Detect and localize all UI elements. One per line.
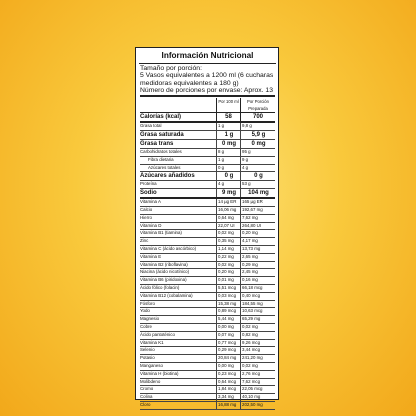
value-per100: 0,00 mg: [216, 363, 240, 370]
micro-row: [140, 238, 275, 246]
value-per100: 0,77 mcg: [216, 340, 240, 347]
value-per-portion: 95 g: [240, 149, 275, 156]
micro-row: [140, 246, 275, 254]
value-per-portion: 184,55 mg: [240, 301, 275, 308]
micro-row: [140, 215, 275, 223]
column-headers: [140, 98, 275, 113]
nutrient-name: Sodio: [140, 190, 157, 197]
value-per100: 0,01 mg: [216, 277, 240, 284]
value-per-portion: 7,62 mcg: [240, 379, 275, 386]
micro-row: [140, 394, 275, 402]
calories-per100: 58: [216, 113, 240, 121]
value-per100: 1,84 mcg: [216, 386, 240, 393]
value-per100: 5,51 mcg: [216, 285, 240, 292]
nutrient-name: Molibdeno: [140, 378, 161, 384]
micro-row: [140, 254, 275, 262]
micro-row: [140, 347, 275, 355]
value-per-portion: 0,29 mg: [240, 262, 275, 269]
panel-title: Información Nutricional: [139, 51, 276, 64]
micro-row: [140, 207, 275, 215]
nutrient-name: Vitamina K1: [140, 339, 164, 345]
nutrient-name: Hierro: [140, 214, 152, 220]
value-per-portion: 9 g: [240, 157, 275, 164]
nutrient-name: Grasa trans: [140, 140, 174, 147]
value-per100: 0,23 mcg: [216, 371, 240, 378]
nutrient-name: Colina: [140, 394, 153, 400]
value-per-portion: 7,62 mg: [240, 215, 275, 222]
col-header-per-portion: Por Porción Preparada: [240, 98, 275, 112]
value-per-portion: 264,80 UI: [240, 223, 275, 230]
value-per100: 1 g: [216, 131, 240, 139]
nutrient-name: Carbohidratos totales: [140, 148, 182, 154]
value-per100: 8 g: [216, 149, 240, 156]
micro-row: [140, 285, 275, 293]
value-per-portion: 5,9 g: [240, 131, 275, 139]
nutrient-name: Niacina (ácido nicotínico): [140, 269, 190, 275]
micro-row: [140, 332, 275, 340]
nutrient-name: Calcio: [140, 206, 153, 212]
micro-row: [140, 262, 275, 270]
value-per-portion: 165 µg ER: [240, 199, 275, 206]
nutrient-name: Vitamina B1 (tiamina): [140, 230, 182, 236]
nutrient-name: Cromo: [140, 386, 154, 392]
micros-table: [140, 199, 275, 410]
nutrient-name: Vitamina B6 (piridoxina): [140, 277, 187, 283]
macro-row: [140, 181, 275, 189]
macro-row: [140, 140, 275, 149]
micro-row: [140, 293, 275, 301]
value-per-portion: 9,8 g: [240, 123, 275, 130]
nutrient-name: Grasa total: [140, 123, 162, 129]
value-per100: 0,02 mg: [216, 262, 240, 269]
value-per100: 0,00 mg: [216, 324, 240, 331]
value-per-portion: 40,10 mg: [240, 394, 275, 401]
macro-row: [140, 172, 275, 181]
micro-row: [140, 230, 275, 238]
micro-row: [140, 371, 275, 379]
nutrient-name: Yodo: [140, 308, 150, 314]
value-per100: 0 g: [216, 165, 240, 172]
value-per-portion: 0 g: [240, 172, 275, 180]
micro-row: [140, 223, 275, 231]
nutrient-name: Azúcares añadidos: [140, 173, 195, 180]
value-per100: 0 g: [216, 172, 240, 180]
macro-row: [140, 149, 275, 157]
micro-row: [140, 363, 275, 371]
nutrient-name: Vitamina C (ácido ascórbico): [140, 245, 197, 251]
value-per-portion: 2,65 mg: [240, 254, 275, 261]
micro-row: [140, 308, 275, 316]
value-per100: 20,84 mg: [216, 355, 240, 362]
macro-row: [140, 189, 275, 199]
micro-row: [140, 355, 275, 363]
nutrient-name: Fósforo: [140, 300, 155, 306]
nutrient-name: Proteína: [140, 181, 157, 187]
nutrient-name: Azúcares totales: [148, 164, 181, 170]
value-per-portion: 2,76 mcg: [240, 371, 275, 378]
value-per-portion: 0,16 mg: [240, 277, 275, 284]
micro-row: [140, 316, 275, 324]
macro-row: [140, 123, 275, 131]
value-per100: 0 mg: [216, 140, 240, 148]
value-per100: 4 g: [216, 181, 240, 188]
macro-row: [140, 157, 275, 165]
nutrient-name: Vitamina E: [140, 253, 162, 259]
value-per100: 9 mg: [216, 189, 240, 197]
nutrient-name: Cloro: [140, 401, 151, 407]
serving-line: medidoras equivalentes a 180 g): [140, 79, 239, 87]
value-per-portion: 4 g: [240, 165, 275, 172]
value-per100: 0,03 mcg: [216, 293, 240, 300]
micro-row: [140, 199, 275, 207]
value-per-portion: 192,67 mg: [240, 207, 275, 214]
value-per-portion: 2,45 mg: [240, 269, 275, 276]
micro-row: [140, 269, 275, 277]
serving-line: Número de porciones por envase: Aprox. 13: [140, 86, 273, 94]
value-per100: 1 g: [216, 123, 240, 130]
micro-row: [140, 324, 275, 332]
micro-row: [140, 340, 275, 348]
value-per100: 5,44 mg: [216, 316, 240, 323]
nutrient-name: Manganeso: [140, 362, 163, 368]
value-per100: 16,06 mg: [216, 207, 240, 214]
nutrient-name: Vitamina A: [140, 199, 161, 205]
value-per-portion: 0,40 mcg: [240, 293, 275, 300]
nutrient-name: Magnesio: [140, 316, 160, 322]
value-per100: 0,02 mg: [216, 230, 240, 237]
value-per-portion: 9,26 mcg: [240, 340, 275, 347]
value-per100: 0,20 mg: [216, 269, 240, 276]
value-per100: 0,07 mg: [216, 332, 240, 339]
value-per-portion: 3,44 mcg: [240, 347, 275, 354]
nutrient-name: Vitamina B2 (riboflavina): [140, 261, 188, 267]
micro-row: [140, 301, 275, 309]
value-per-portion: 10,63 mcg: [240, 308, 275, 315]
value-per100: 0,35 mg: [216, 238, 240, 245]
value-per-portion: 65,29 mg: [240, 316, 275, 323]
serving-line: Tamaño por porción:: [140, 65, 202, 72]
value-per-portion: 104 mg: [240, 189, 275, 197]
value-per-portion: 13,73 mg: [240, 246, 275, 253]
value-per100: 22,07 UI: [216, 223, 240, 230]
nutrient-name: Vitamina H (biotina): [140, 370, 179, 376]
value-per100: 1 g: [216, 157, 240, 164]
value-per100: 0,64 mg: [216, 215, 240, 222]
value-per-portion: 4,17 mg: [240, 238, 275, 245]
micro-row: [140, 379, 275, 387]
value-per100: 16,88 mg: [216, 402, 240, 409]
nutrient-name: Potasio: [140, 355, 155, 361]
value-per-portion: 202,50 mg: [240, 402, 275, 409]
value-per100: 0,22 mg: [216, 254, 240, 261]
nutrient-name: Fibra dietaria: [148, 156, 174, 162]
micro-row: [140, 386, 275, 394]
value-per-portion: 241,20 mg: [240, 355, 275, 362]
calories-per-portion: 700: [240, 113, 275, 121]
value-per100: 0,89 mcg: [216, 308, 240, 315]
value-per-portion: 0,02 mg: [240, 363, 275, 370]
value-per-portion: 0 mg: [240, 140, 275, 148]
micro-row: [140, 277, 275, 285]
col-header-per100: Por 100 ml: [216, 98, 240, 112]
value-per100: 3,34 mg: [216, 394, 240, 401]
value-per-portion: 0,82 mg: [240, 332, 275, 339]
nutrient-name: Selenio: [140, 347, 155, 353]
value-per100: 14 µg ER: [216, 199, 240, 206]
macro-row: [140, 165, 275, 173]
serving-info: [140, 65, 275, 97]
value-per-portion: 66,18 mcg: [240, 285, 275, 292]
calories-row: [140, 113, 275, 123]
nutrient-name: Vitamina D: [140, 222, 162, 228]
value-per100: 15,38 mg: [216, 301, 240, 308]
nutrition-facts-panel: [135, 47, 279, 407]
value-per100: 0,29 mcg: [216, 347, 240, 354]
nutrient-name: Zinc: [140, 238, 149, 244]
value-per-portion: 22,05 mcg: [240, 386, 275, 393]
serving-line: 5 Vasos equivalentes a 1200 ml (6 cucharas: [140, 72, 274, 80]
macros-table: [140, 123, 275, 199]
nutrient-name: Cobre: [140, 323, 152, 329]
value-per100: 1,14 mg: [216, 246, 240, 253]
value-per-portion: 0,20 mg: [240, 230, 275, 237]
calories-label: Calorías (kcal): [140, 114, 182, 121]
nutrient-name: Grasa saturada: [140, 131, 184, 138]
value-per100: 0,64 mcg: [216, 379, 240, 386]
nutrient-name: Vitamina B12 (cobalamina): [140, 292, 193, 298]
macro-row: [140, 131, 275, 140]
value-per-portion: 53 g: [240, 181, 275, 188]
nutrient-name: Ácido pantoténico: [140, 331, 175, 337]
nutrient-name: Ácido fólico (folacin): [140, 284, 180, 290]
value-per-portion: 0,02 mg: [240, 324, 275, 331]
micro-row: [140, 402, 275, 410]
